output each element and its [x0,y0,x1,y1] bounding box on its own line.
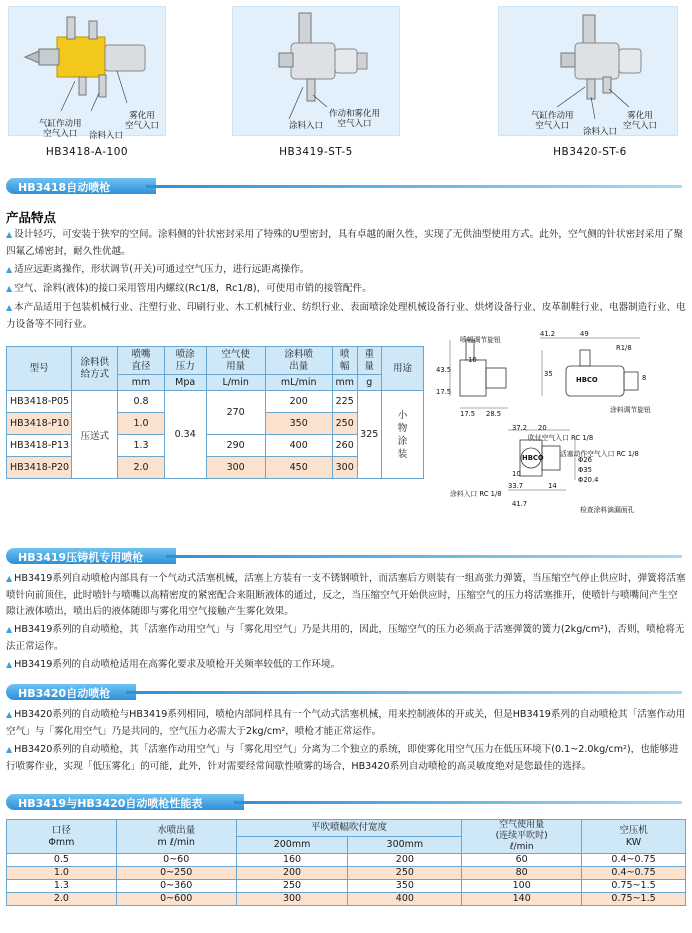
col-header: 水喷出量 m ℓ/min [116,820,236,854]
callout-action-air: 作动和雾化用 空气入口 [329,109,381,129]
feature-item: ▲ 空气、涂料(液体)的接口采用管用内螺纹(Rc1/8，Rc1/8)，可使用市销的接管配件。 [6,283,372,294]
dim-label: 吹付空气入口 RC 1/8 [528,434,594,442]
feature-item: ▲ 设计轻巧，可安装于狭窄的空间。涂料侧的针状密封采用了特殊的U型密封，具有卓越的耐久性，实现了无供油型使用方式。此外，空气侧的针状密封采用了聚四氟乙烯密封，耐久性优越。 [6,229,684,257]
col-header: 用途 [381,347,423,391]
output-cell: 200 [265,391,332,413]
paragraph-hb3419: ▲ HB3419系列自动喷枪内部具有一个气动式活塞机械，活塞上方装有一支不锈钢喷针，而活塞后方则装有一组高张力弹簧，当压缩空气停止供应时，弹簧将活塞喷针向前顶住，此时喷针与喷嘴以高精密度的紧密配合来阻断液体的通过，反之，当压缩空气开始供应时，压缩空气的压力将活塞推开，使喷针与喷嘴间产生空隙让液体喷出，喷出后的液体随即与雾化用空气接触产生雾化效果。 [6,573,686,617]
dim-label: 活塞动作空气入口 RC 1/8 [560,450,639,458]
air-cell: 290 [206,435,265,457]
model-cell: HB3418-P10 [7,413,72,435]
spec-table [6,346,424,479]
col-header: 200mm [236,837,348,854]
table-row: 1.0 0~250 200 250 80 0.4~0.75 [7,867,686,880]
photo-hb3419 [232,6,400,136]
photo-hb3418 [8,6,166,141]
dim-value: 20 [538,424,547,432]
air-cell: 300 [206,457,265,479]
dim-label: 检查涂料滴漏面孔 [580,506,635,514]
section-title: HB3419压铸机专用喷枪 [18,551,144,564]
col-header: 空气使用量 (连续平吹时) ℓ/min [462,820,582,854]
section-title: HB3419与HB3420自动喷枪性能表 [18,797,203,810]
usage-cell: 小 物 涂 装 [381,391,423,479]
col-header: 重 量 [357,347,381,375]
dim-value: 14 [548,482,557,490]
dim-value: 41.2 [540,330,556,338]
width-cell: 250 [332,413,357,435]
nozzle-cell: 1.0 [118,413,164,435]
width-cell: 260 [332,435,357,457]
dim-value: 37.2 [512,424,528,432]
section-banner-hb3418 [6,178,682,194]
callout-atomize-air: 雾化用 空气入口 [623,111,658,131]
dim-value: 28.5 [486,410,502,418]
feature-item: ▲ 适应远距离操作，形状调节(开关)可通过空气压力，进行远距离操作。 [6,264,310,275]
callout-paint-inlet: 涂料入口 [583,127,618,137]
brand-mark: HBCO [576,376,598,384]
col-header: 300mm [348,837,462,854]
nozzle-cell: 2.0 [118,457,164,479]
model-cell: HB3418-P05 [7,391,72,413]
dim-value: 41.7 [512,500,528,508]
col-header: 涂料供 给方式 [72,347,118,391]
col-header: 空气使 用量 [206,347,265,375]
dim-value: Φ35 [578,466,592,474]
dimension-drawing [430,330,688,520]
section-banner-hb3420 [6,684,682,700]
table-row: 1.3 0~360 250 350 100 0.75~1.5 [7,880,686,893]
callout-paint-inlet: 涂料入口 [89,131,124,141]
pressure-cell: 0.34 [164,391,206,479]
col-header: 喷嘴 直径 [118,347,164,375]
output-cell: 350 [265,413,332,435]
callout-cylinder-air: 气缸作动用 空气入口 [39,119,82,139]
paragraph-hb3419: ▲ HB3419系列的自动喷枪，其「活塞作动用空气」与「雾化用空气」乃是共用的，因此，压缩空气的压力必须高于活塞弹簧的簧力(2kg/cm²)，否则，喷枪将无法正常运作。 [6,624,685,652]
output-cell: 400 [265,435,332,457]
dim-value: 43.5 [436,366,452,374]
section-title: HB3420自动喷枪 [18,687,111,700]
dim-value: 17.5 [460,410,476,418]
dim-value: 33.7 [508,482,524,490]
callout-atomize-air: 雾化用 空气入口 [125,111,160,131]
supply-cell: 压送式 [72,391,118,479]
section-banner-perf [6,794,682,810]
dim-value: 35 [544,370,553,378]
width-cell: 225 [332,391,357,413]
dim-value: 17.5 [436,388,452,396]
dim-label: 涂料调节旋钮 [610,406,651,414]
nozzle-cell: 0.8 [118,391,164,413]
paragraph-hb3420: ▲ HB3420系列的自动喷枪，其「活塞作动用空气」与「雾化用空气」分离为二个独立的系统，即使雾化用空气压力在低压环境下(0.1~2.0kg/cm²)，也能够进行喷雾作业，实现「低压雾化」的可能，此外，针对需要经常间歇性喷雾的场合，HB3420系列自动喷枪的高灵敏度绝对是您最佳的选择。 [6,744,679,772]
model-label: HB3420-ST-6 [553,146,627,158]
dim-value: 10 [468,356,477,364]
paragraph-hb3420: ▲ HB3420系列的自动喷枪与HB3419系列相同，喷枪内部同样具有一个气动式活塞机械，用来控制液体的开或关，但是HB3419系列的自动喷枪其「活塞作动用空气」与「雾化用空气」乃是共同的，空气压力必需大于2kg/cm²，喷枪才能正常运作。 [6,709,686,737]
model-cell: HB3418-P13 [7,435,72,457]
unit-cell: mm [118,375,164,391]
dim-label: 涂料入口 RC 1/8 [450,490,502,498]
features-heading: 产品特点 [6,210,57,225]
col-header: 空压机 KW [582,820,686,854]
col-header: 平吹喷幅吹付宽度 [236,820,462,837]
performance-table [6,819,686,906]
weight-cell: 325 [357,391,381,479]
col-header: 喷 幅 [332,347,357,375]
dim-value: 10 [512,470,521,478]
unit-cell: Mpa [164,375,206,391]
col-header: 喷涂 压力 [164,347,206,375]
nozzle-cell: 1.3 [118,435,164,457]
model-cell: HB3418-P20 [7,457,72,479]
callout-paint-inlet: 涂料入口 [289,121,324,131]
section-banner-hb3419 [6,548,682,564]
photo-hb3420 [498,6,678,136]
table-row [7,391,424,413]
dim-value: R1/8 [616,344,632,352]
section-title: HB3418自动喷枪 [18,181,111,194]
dim-value: 49 [580,330,589,338]
col-header: 口径 Φmm [7,820,117,854]
feature-item: ▲ 本产品适用于包装机械行业、注塑行业、印刷行业、木工机械行业、纺织行业、表面喷涂处理机械设备行业、烘烤设备行业、皮革制鞋行业、电器制造行业、电力设备等不同行业。 [6,302,686,330]
dim-label: 喷幅调节旋钮 [460,336,501,344]
unit-cell: mm [332,375,357,391]
col-header: 涂料喷 出量 [265,347,332,375]
brand-mark: HBCO [522,454,544,462]
unit-cell: L/min [206,375,265,391]
air-cell: 270 [206,391,265,435]
product-photos [0,0,692,165]
dim-value: 8 [642,374,647,382]
table-row: 2.0 0~600 300 400 140 0.75~1.5 [7,893,686,906]
output-cell: 450 [265,457,332,479]
model-label: HB3418-A-100 [45,146,129,158]
table-row: 0.5 0~60 160 200 60 0.4~0.75 [7,854,686,867]
callout-cylinder-air: 气缸作动用 空气入口 [531,111,574,131]
width-cell: 300 [332,457,357,479]
paragraph-hb3419: ▲ HB3419系列的自动喷枪适用在高雾化要求及喷枪开关频率较低的工作环境。 [6,659,341,670]
dim-value: Φ26 [578,456,592,464]
unit-cell: g [357,375,381,391]
col-header: 型号 [7,347,72,391]
model-label: HB3419-ST-5 [279,146,353,158]
dim-value: Φ20.4 [578,476,599,484]
unit-cell: mL/min [265,375,332,391]
